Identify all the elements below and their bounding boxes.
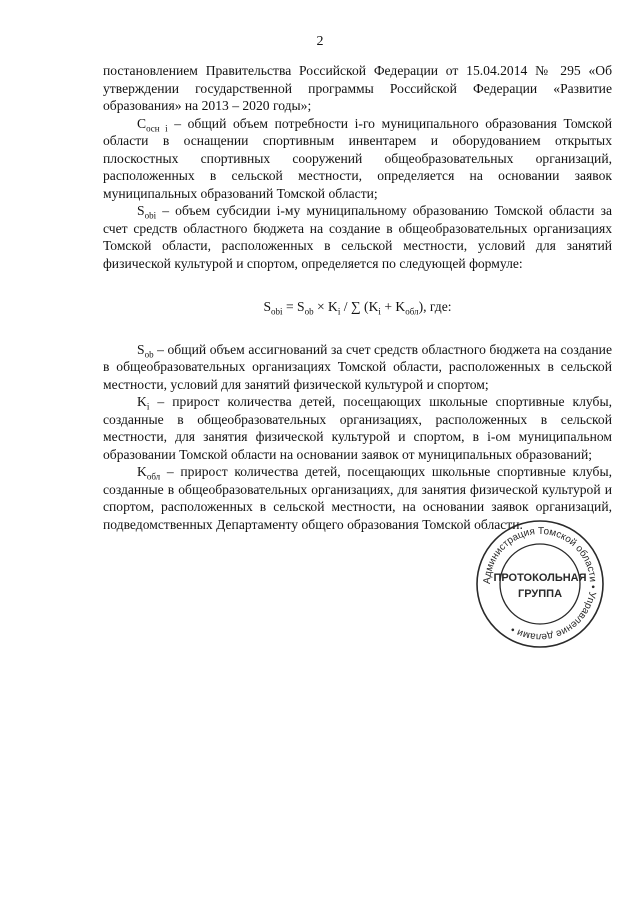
stamp-outer-ring bbox=[477, 521, 603, 647]
document-body bbox=[103, 62, 612, 533]
stamp-inner-ring bbox=[500, 544, 580, 624]
paragraph-k-i-text: – прирост количества детей, посещающих школьные спортивные клубы, созданные в общеобразовательных организациях, расположенных в сельской местности, для занятия физической культурой и спортом, в i-ом муниципальном образовании Томской области на основании заявок от муниципальных образований; bbox=[103, 394, 612, 462]
formula: $S_{obi} = S_{ob} \times K_i$ / ∑ $(K_i + K_{обл})$, где: bbox=[263, 299, 452, 317]
stamp-outer-text: Администрация Томской области • Управление делами • bbox=[481, 525, 599, 643]
symbol-s: S bbox=[137, 203, 145, 218]
symbol-c: С bbox=[137, 115, 147, 131]
paragraph-intro: постановлением Правительства Российской Федерации от 15.04.2014 № 295 «Об утверждении государственной программы Российской Федерации «Развитие образования» на 2013 – 2020 годы»; bbox=[103, 63, 612, 113]
paragraph-c-osn-text: – общий объем потребности i-го муниципального образования Томской области в оснащении спортивным инвентарем и оборудованием открытых плоскостных спортивных сооружений общеобразовательных организаций, расположенных в сельской местности, определяется на основании заявок муниципальных образований Томской области; bbox=[103, 115, 612, 201]
paragraph-k-obl-text: – прирост количества детей, посещающих школьные спортивные клубы, созданные в общеобразовательных организациях, для занятия физической культурой и спортом, расположенных в сельской местности, на основании заявок организаций, подведомственных Департаменту общего образования Томской области. bbox=[103, 464, 612, 532]
paragraph-c-osn bbox=[103, 115, 612, 203]
paragraph-s-ob: $S_{ob}$ – общий объем ассигнований за счет средств областного бюджета на создание в общеобразовательных организациях Томской области, расположенных в сельской местности, условий для занятий физической культурой и спортом; bbox=[103, 341, 612, 392]
paragraph-k-obl: $K_{обл}$ – прирост количества детей, посещающих школьные спортивные клубы, созданные в общеобразовательных организациях, для занятия физической культурой и спортом, расположенных в сельской местности, на основании заявок организаций, подведомственных Департаменту общего образования Томской области. bbox=[103, 464, 612, 532]
paragraph-s-obi-text: – объем субсидии i-му муниципальному образованию Томской области за счет средств областного бюджета на создание в общеобразовательных организациях Томской области, расположенных в сельской местности, условий для занятий физической культурой и спортом, определяется по следующей формуле: bbox=[103, 203, 612, 271]
stamp-line-1: ПРОТОКОЛЬНАЯ bbox=[493, 572, 587, 584]
paragraph-k-i: $K_i$ – прирост количества детей, посещающих школьные спортивные клубы, созданные в общеобразовательных организациях, расположенных в сельской местности, для занятия физической культурой и спортом, в i-ом муниципальном образовании Томской области на основании заявок от муниципальных образований; bbox=[103, 394, 612, 462]
page-number: 2 bbox=[316, 34, 324, 49]
paragraph-s-ob-text: – общий объем ассигнований за счет средств областного бюджета на создание в общеобразовательных организациях Томской области, расположенных в сельской местности, условий для занятий физической культурой и спортом; bbox=[103, 341, 612, 392]
official-stamp bbox=[474, 518, 606, 650]
paragraph-s-obi bbox=[103, 202, 612, 272]
stamp-line-2: ГРУППА bbox=[517, 588, 563, 600]
symbol-c-subscript: осн i bbox=[146, 123, 168, 134]
symbol-s-subscript: obi bbox=[144, 210, 157, 221]
